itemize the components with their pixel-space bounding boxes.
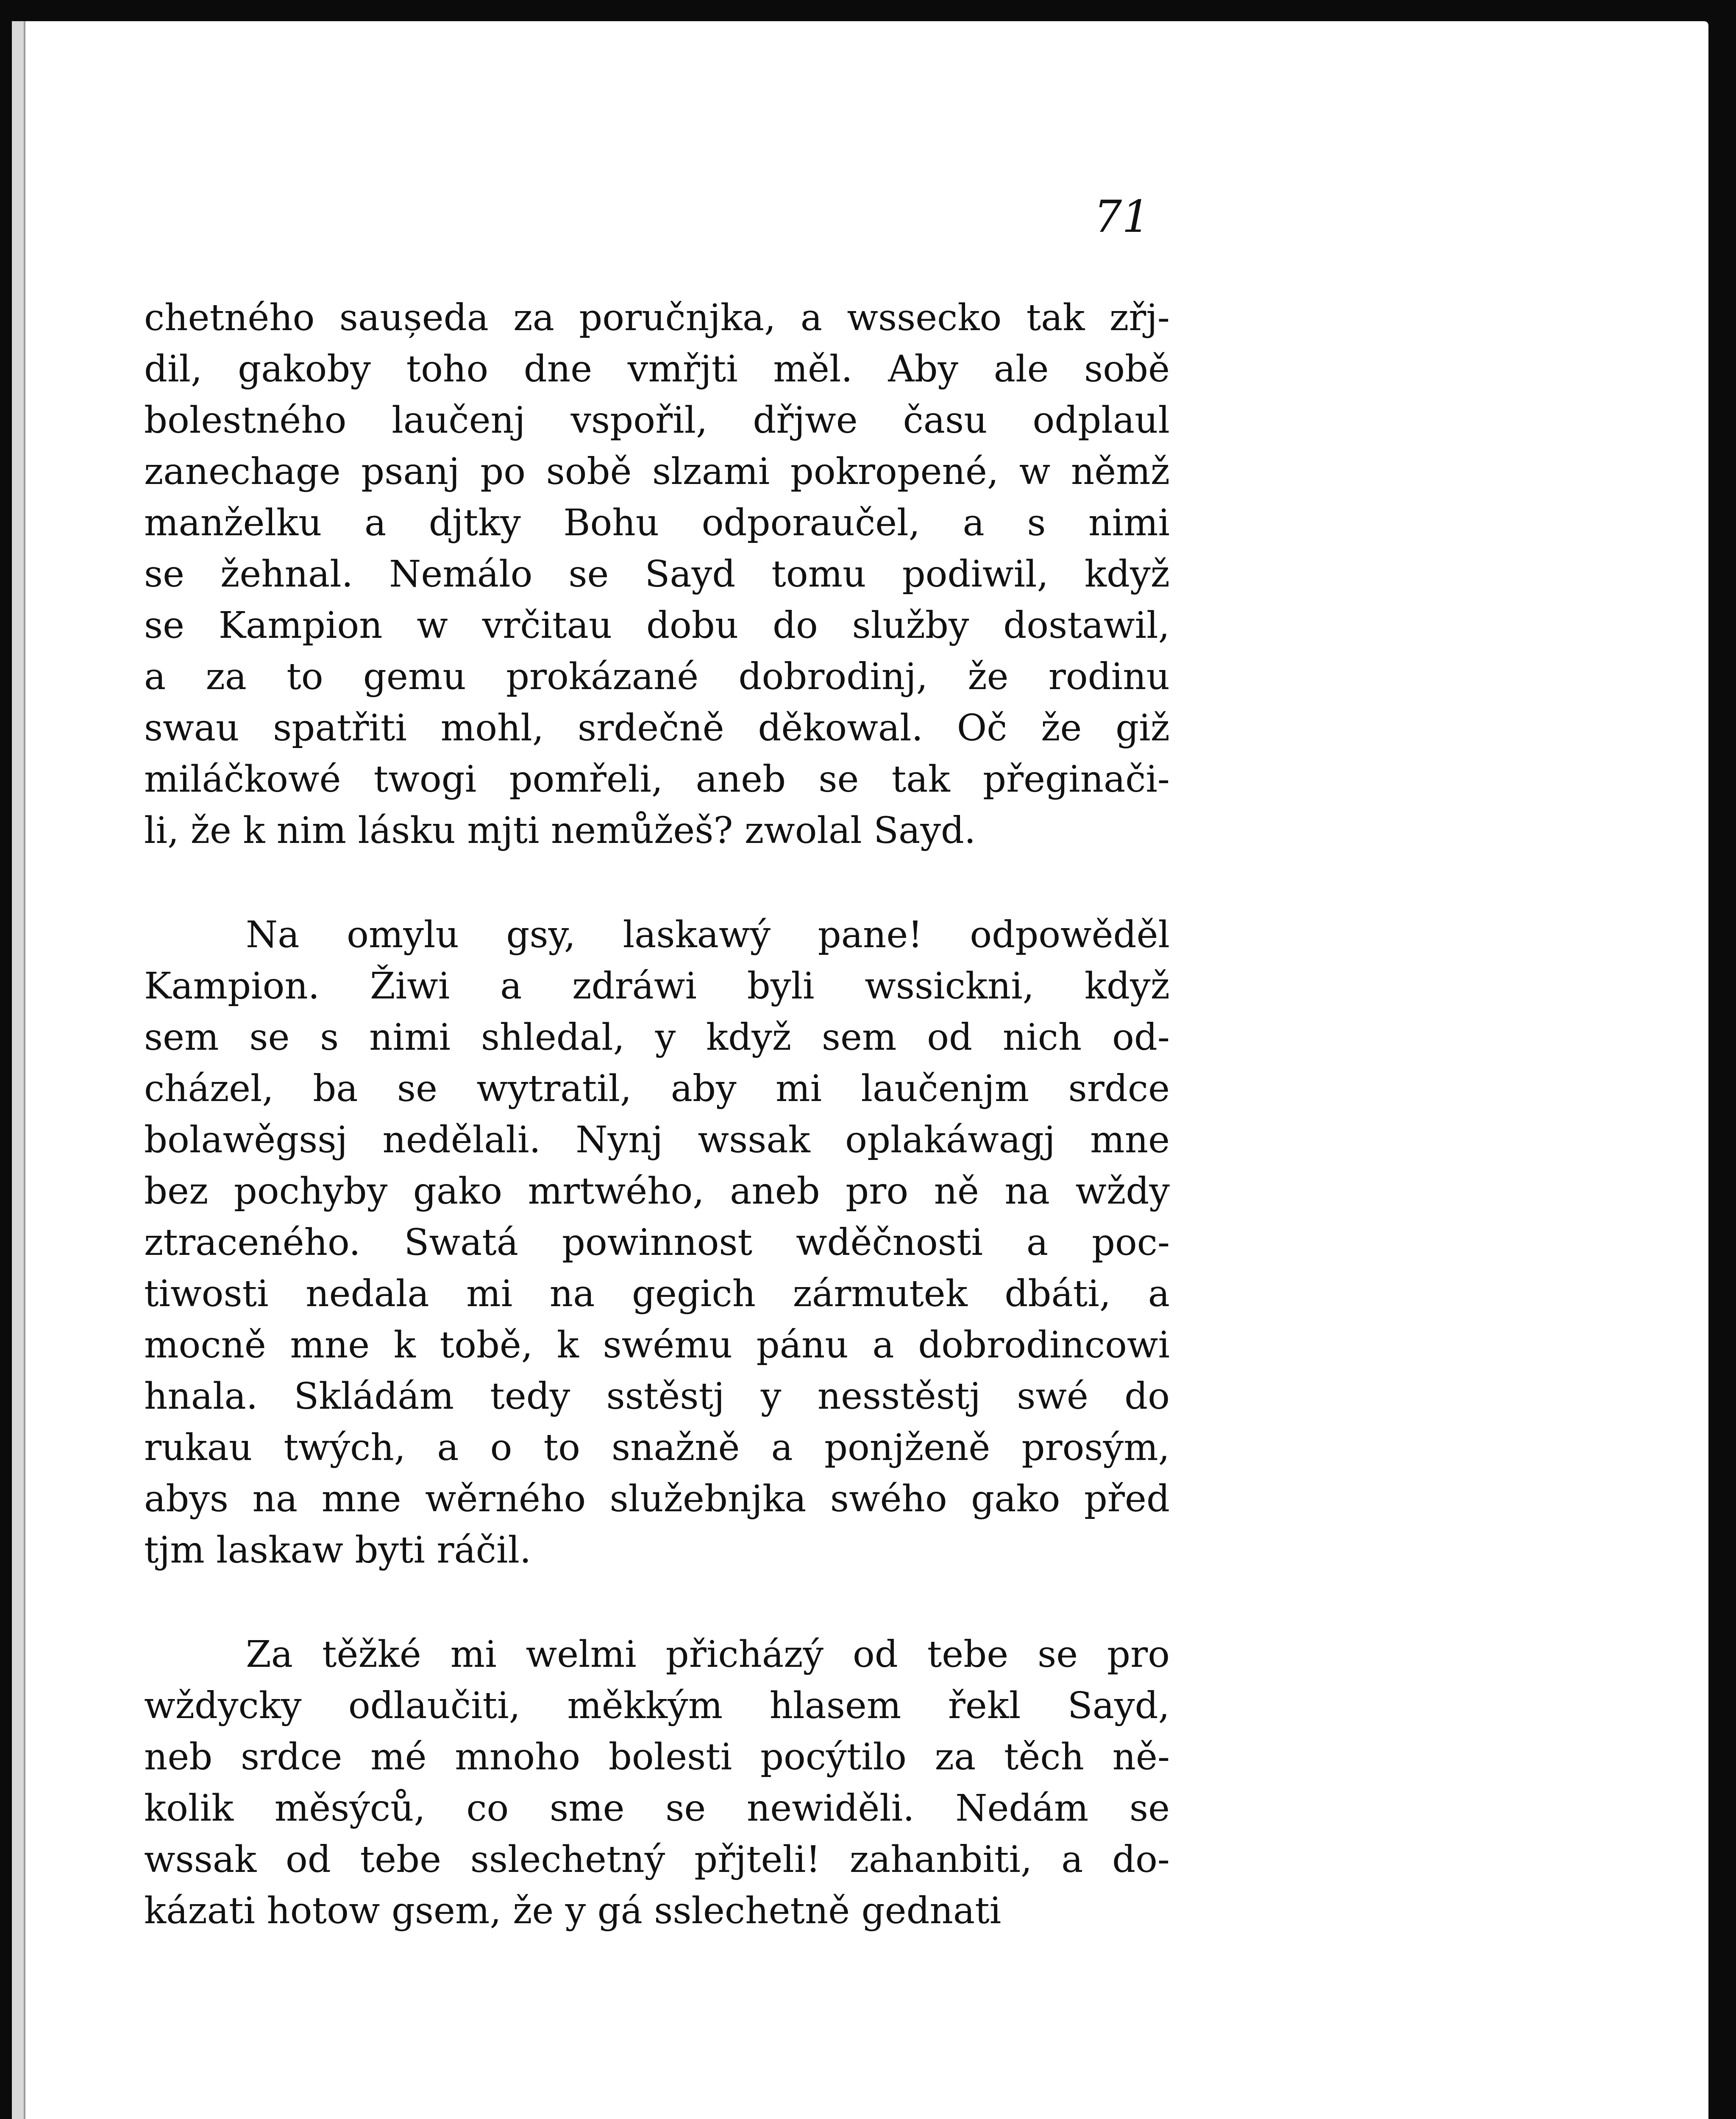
text-line: se Kampion w vrčitau dobu do služby dostawil, bbox=[144, 604, 1170, 647]
text-line: bez pochyby gako mrtwého, aneb pro ně na wždy bbox=[144, 1170, 1170, 1212]
text-line: dil, gakoby toho dne vmřjti měl. Aby ale sobě bbox=[144, 348, 1170, 390]
text-line: zanechage psanj po sobě slzami pokropené, w němž bbox=[144, 450, 1170, 493]
text-line: wždycky odlaučiti, měkkým hlasem řekl Sayd, bbox=[144, 1685, 1170, 1727]
text-line: bolawěgssj nedělali. Nynj wssak oplakáwagj mne bbox=[144, 1119, 1170, 1161]
text-line: sem se s nimi shledal, y když sem od nich od- bbox=[144, 1016, 1170, 1059]
page-edge bbox=[12, 21, 25, 2119]
text-line: li, že k nim lásku mjti nemůžeš? zwolal Sayd. bbox=[144, 809, 976, 852]
text-line: wssak od tebe sslechetný přjteli! zahanbiti, a do- bbox=[144, 1838, 1170, 1881]
text-line: abys na mne wěrného služebnjka swého gako před bbox=[144, 1478, 1170, 1520]
page-number: 71 bbox=[1094, 191, 1150, 242]
text-line: ztraceného. Swatá powinnost wděčnosti a poc- bbox=[144, 1221, 1170, 1264]
text-line: Kampion. Žiwi a zdráwi byli wssickni, když bbox=[144, 965, 1170, 1007]
text-line: hnala. Skládám tedy sstěstj y nesstěstj swé do bbox=[144, 1375, 1170, 1418]
paragraph bbox=[144, 1629, 1170, 1937]
text-line: kázati hotow gsem, že y gá sslechetně gednati bbox=[144, 1890, 1002, 1932]
text-line: se žehnal. Nemálo se Sayd tomu podiwil, když bbox=[144, 553, 1170, 595]
text-line: bolestného laučenj vspořil, dřjwe času odplaul bbox=[144, 399, 1170, 442]
text-line: tiwosti nedala mi na gegich zármutek dbáti, a bbox=[144, 1273, 1170, 1315]
text-line: cházel, ba se wytratil, aby mi laučenjm srdce bbox=[144, 1068, 1170, 1110]
text-line: Za těžké mi welmi přicházý od tebe se pro bbox=[246, 1633, 1170, 1676]
page-text bbox=[144, 292, 1170, 1937]
text-line: swau spatřiti mohl, srdečně děkowal. Oč že giž bbox=[144, 707, 1170, 749]
text-line: kolik měsýců, co sme se newiděli. Nedám se bbox=[144, 1787, 1170, 1830]
text-line: Na omylu gsy, laskawý pane! odpowěděl bbox=[246, 914, 1170, 956]
paragraph-gap bbox=[144, 1576, 1170, 1629]
text-line: manželku a djtky Bohu odporaučel, a s nimi bbox=[144, 502, 1170, 544]
text-line: a za to gemu prokázané dobrodinj, že rodinu bbox=[144, 656, 1170, 698]
paragraph bbox=[144, 909, 1170, 1576]
text-line: mocně mne k tobě, k swému pánu a dobrodincowi bbox=[144, 1324, 1170, 1366]
book-page bbox=[12, 21, 1708, 2119]
text-line: miláčkowé twogi pomřeli, aneb se tak přeginači- bbox=[144, 758, 1170, 801]
text-line: neb srdce mé mnoho bolesti pocýtilo za těch ně- bbox=[144, 1736, 1170, 1778]
text-line: chetného sauședa za poručnjka, a wssecko tak zřj- bbox=[144, 297, 1170, 339]
paragraph-gap bbox=[144, 856, 1170, 909]
text-line: tjm laskaw byti ráčil. bbox=[144, 1529, 531, 1571]
paragraph bbox=[144, 292, 1170, 856]
text-line: rukau twých, a o to snažně a ponjženě prosým, bbox=[144, 1427, 1170, 1469]
